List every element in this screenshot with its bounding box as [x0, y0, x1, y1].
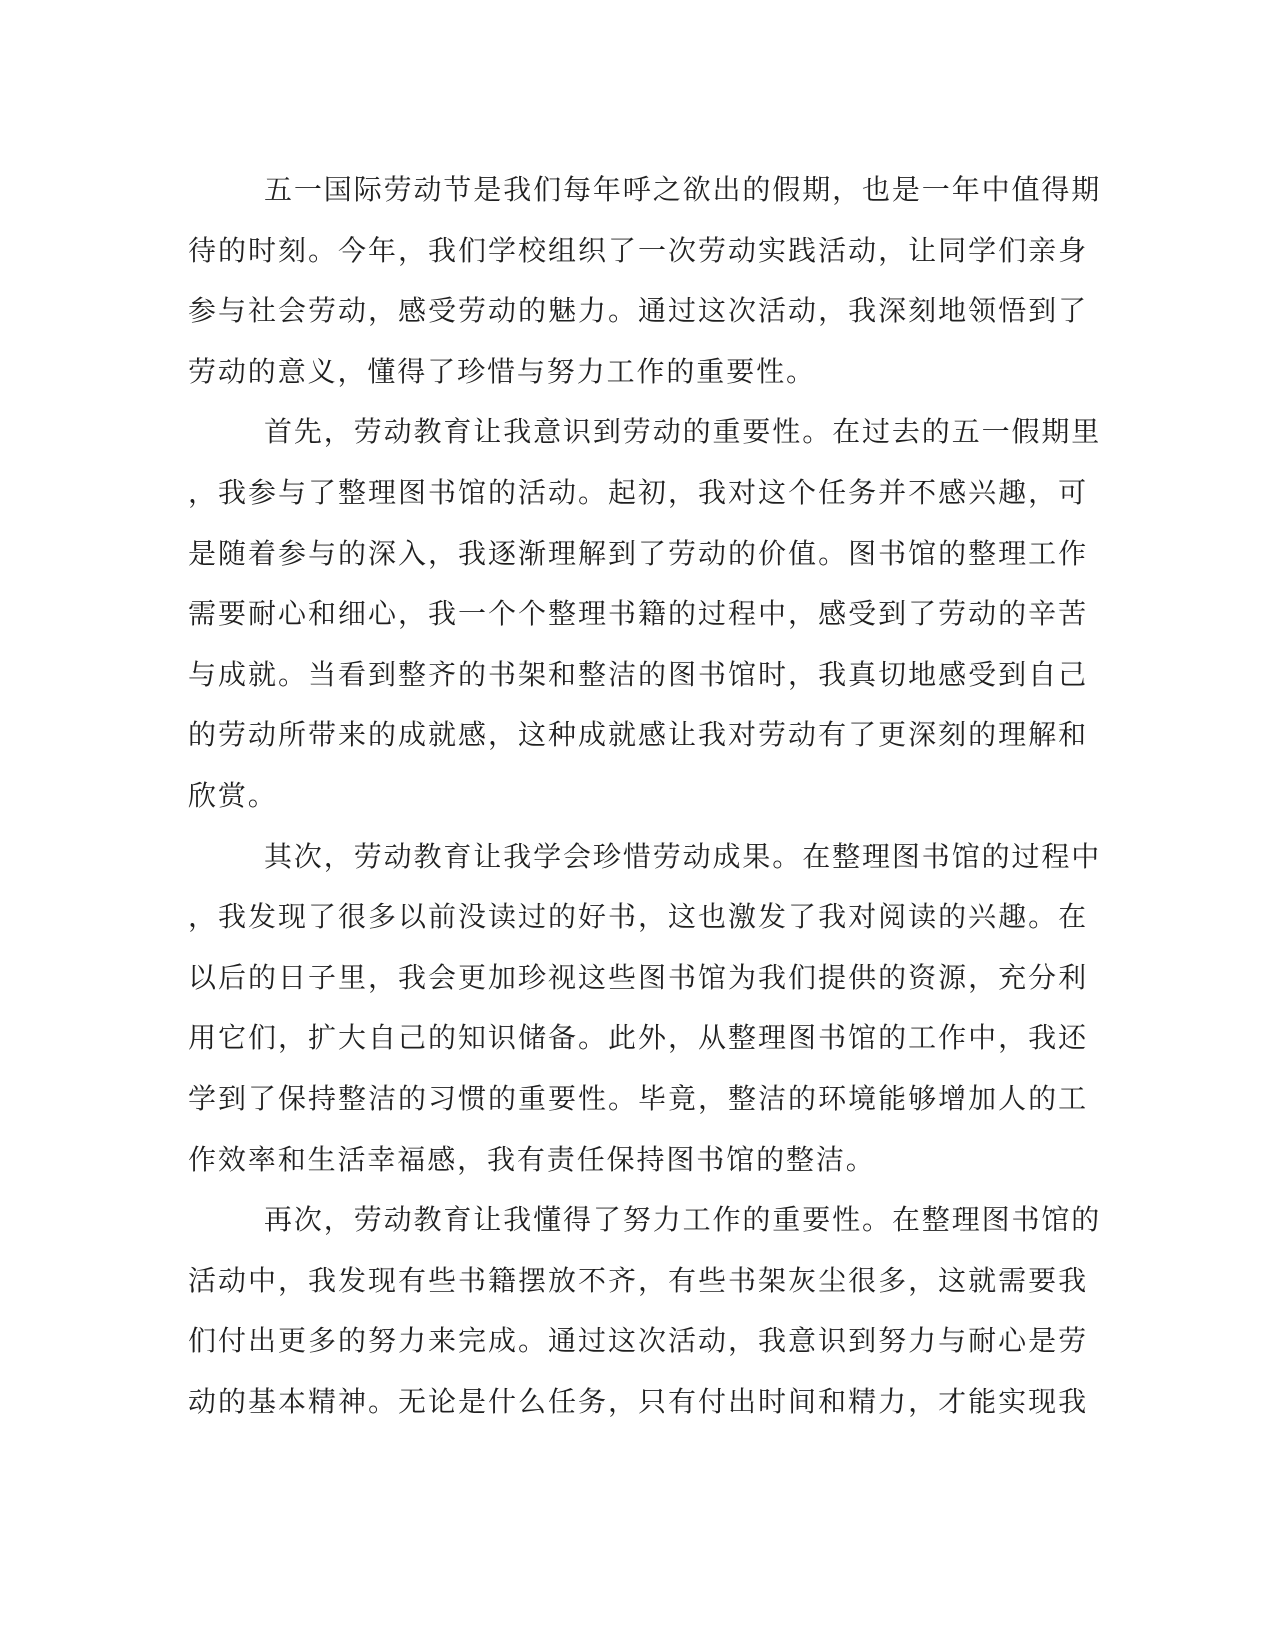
text-line: ，我发现了很多以前没读过的好书，这也激发了我对阅读的兴趣。在 [188, 900, 1088, 934]
paragraph-third-point [188, 1190, 1102, 1432]
paragraph-first-point [188, 402, 1102, 826]
text-line: 需要耐心和细心，我一个个整理书籍的过程中，感受到了劳动的辛苦 [188, 597, 1088, 631]
text-line: 参与社会劳动，感受劳动的魅力。通过这次活动，我深刻地领悟到了 [188, 294, 1088, 328]
text-line: 五一国际劳动节是我们每年呼之欲出的假期，也是一年中值得期 [264, 173, 1102, 206]
text-line: 的劳动所带来的成就感，这种成就感让我对劳动有了更深刻的理解和 [188, 718, 1088, 752]
text-line: 首先，劳动教育让我意识到劳动的重要性。在过去的五一假期里 [264, 415, 1102, 449]
text-line: 劳动的意义，懂得了珍惜与努力工作的重要性。 [188, 354, 816, 388]
text-line: 动的基本精神。无论是什么任务，只有付出时间和精力，才能实现我 [188, 1384, 1088, 1418]
text-line: 活动中，我发现有些书籍摆放不齐，有些书架灰尘很多，这就需要我 [188, 1263, 1088, 1297]
text-line: 与成就。当看到整齐的书架和整洁的图书馆时，我真切地感受到自己 [188, 657, 1088, 691]
text-line: 们付出更多的努力来完成。通过这次活动，我意识到努力与耐心是劳 [188, 1324, 1088, 1358]
text-line: 用它们，扩大自己的知识储备。此外，从整理图书馆的工作中，我还 [188, 1021, 1088, 1055]
text-line: 其次，劳动教育让我学会珍惜劳动成果。在整理图书馆的过程中 [264, 839, 1102, 873]
text-line: 待的时刻。今年，我们学校组织了一次劳动实践活动，让同学们亲身 [188, 233, 1088, 267]
text-line: 再次，劳动教育让我懂得了努力工作的重要性。在整理图书馆的 [264, 1203, 1102, 1237]
text-line: 是随着参与的深入，我逐渐理解到了劳动的价值。图书馆的整理工作 [188, 536, 1088, 570]
text-line: 欣赏。 [188, 778, 278, 812]
text-line: 以后的日子里，我会更加珍视这些图书馆为我们提供的资源，充分利 [188, 960, 1088, 994]
text-line: 作效率和生活幸福感，我有责任保持图书馆的整洁。 [188, 1142, 876, 1176]
text-line: 学到了保持整洁的习惯的重要性。毕竟，整洁的环境能够增加人的工 [188, 1081, 1088, 1115]
text-line: ，我参与了整理图书馆的活动。起初，我对这个任务并不感兴趣，可 [188, 475, 1088, 509]
document-body [188, 160, 1102, 1432]
paragraph-second-point [188, 827, 1102, 1191]
paragraph-intro [188, 160, 1102, 402]
